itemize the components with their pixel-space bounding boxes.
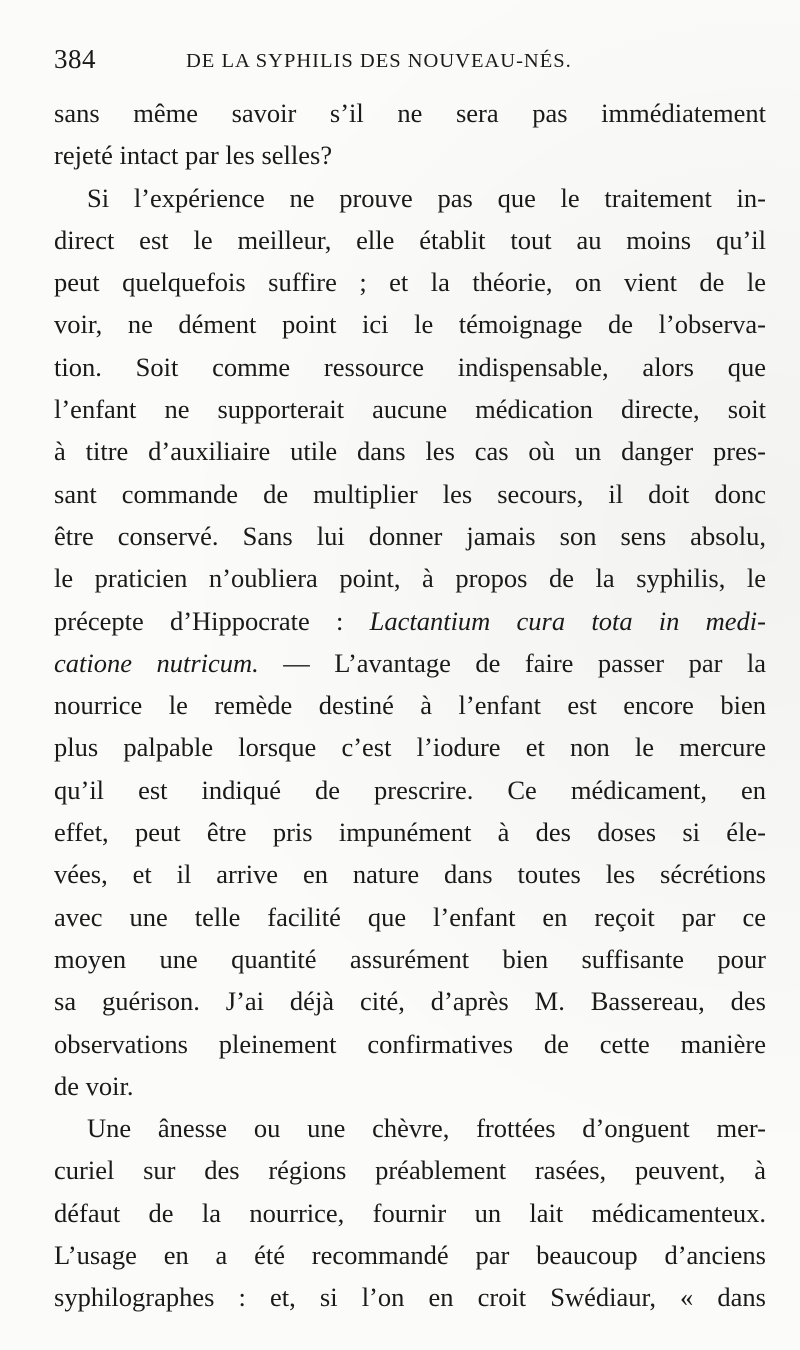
text-line: sa guérison. J’ai déjà cité, d’après M. Bassereau, des xyxy=(54,986,766,1017)
text-line: observations pleinement confirmatives de cette manière xyxy=(54,1028,766,1059)
text-line: de voir. xyxy=(54,1070,134,1101)
page-number: 384 xyxy=(54,44,96,74)
text-run: — L’avantage de faire passer par la xyxy=(258,647,766,678)
text-line: qu’il est indiqué de prescrire. Ce médicament, en xyxy=(54,774,766,805)
text-line: nourrice le remède destiné à l’enfant est encore bien xyxy=(54,690,766,721)
text-line: sant commande de multiplier les secours, il doit donc xyxy=(54,478,766,509)
text-line: sans même savoir s’il ne sera pas immédiatement xyxy=(54,98,766,128)
text-line: direct est le meilleur, elle établit tout au moins qu’il xyxy=(54,224,766,255)
latin-quote: Lactantium cura tota in medi- xyxy=(369,605,766,636)
latin-quote: catione nutricum. xyxy=(54,647,259,678)
text-line: curiel sur des régions préablement rasées, peuvent, à xyxy=(54,1155,766,1186)
text-line: plus palpable lorsque c’est l’iodure et non le mercure xyxy=(54,732,766,763)
text-line: être conservé. Sans lui donner jamais son sens absolu, xyxy=(54,520,766,551)
text-line: moyen une quantité assurément bien suffisante pour xyxy=(54,943,766,974)
text-line: voir, ne dément point ici le témoignage de l’observa- xyxy=(54,309,766,340)
text-line: le praticien n’oubliera point, à propos de la syphilis, le xyxy=(54,563,766,594)
text-line xyxy=(54,600,766,642)
running-head xyxy=(54,44,760,80)
text-line: défaut de la nourrice, fournir un lait médicamenteux. xyxy=(54,1197,766,1228)
text-line: avec une telle facilité que l’enfant en reçoit par ce xyxy=(54,901,766,932)
text-line: effet, peut être pris impunément à des doses si éle- xyxy=(54,817,766,848)
text-line: vées, et il arrive en nature dans toutes les sécrétions xyxy=(54,859,766,890)
text-line: à titre d’auxiliaire utile dans les cas où un danger pres- xyxy=(54,436,766,467)
text-line: l’enfant ne supporterait aucune médication directe, soit xyxy=(54,394,766,425)
text-line: Si l’expérience ne prouve pas que le traitement in- xyxy=(87,182,766,213)
text-line: tion. Soit comme ressource indispensable, alors que xyxy=(54,351,766,382)
header-title: DE LA SYPHILIS DES NOUVEAU-NÉS. xyxy=(186,50,572,72)
text-run: précepte d’Hippocrate : xyxy=(54,605,370,636)
text-line: rejeté intact par les selles? xyxy=(54,140,333,171)
text-line: L’usage en a été recommandé par beaucoup d’anciens xyxy=(54,1240,766,1271)
text-line: Une ânesse ou une chèvre, frottées d’onguent mer- xyxy=(87,1113,766,1144)
text-line: peut quelquefois suffire ; et la théorie, on vient de le xyxy=(54,267,766,298)
body-text xyxy=(54,92,766,1319)
text-line xyxy=(54,642,766,684)
text-line: syphilographes : et, si l’on en croit Swédiaur, « dans xyxy=(54,1282,766,1313)
